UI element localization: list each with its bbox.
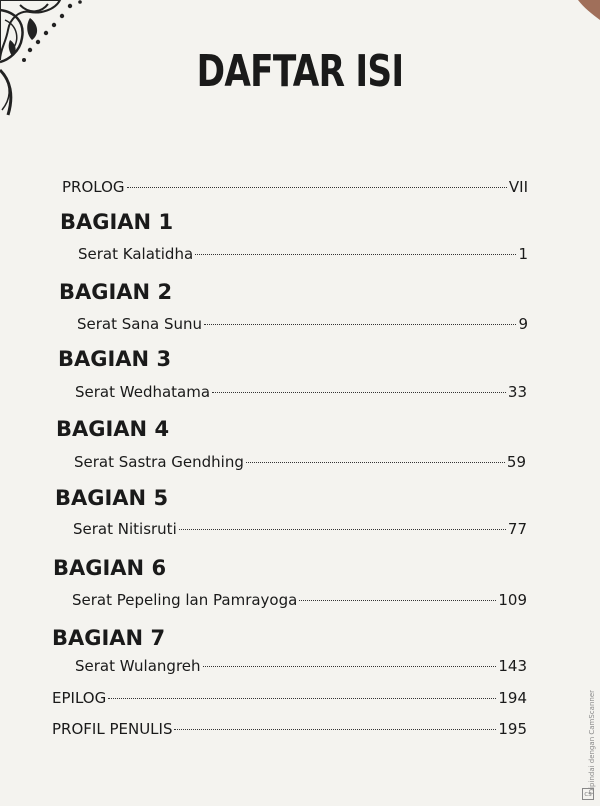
toc-entry-page: 9 <box>518 315 528 333</box>
toc-entry-page: 109 <box>498 591 527 609</box>
dot-leader <box>204 324 516 325</box>
toc-entry-7 <box>75 657 527 675</box>
part-heading-4: BAGIAN 4 <box>56 417 170 441</box>
page-title: DAFTAR ISI <box>196 46 404 97</box>
part-heading-7: BAGIAN 7 <box>52 626 166 650</box>
part-heading-2: BAGIAN 2 <box>59 280 173 304</box>
toc-entry-label: EPILOG <box>52 689 107 707</box>
toc-entry-label: Serat Nitisruti <box>73 520 177 538</box>
toc-entry-5 <box>73 520 527 538</box>
toc-entry-label: Serat Sana Sunu <box>77 315 202 333</box>
dot-leader <box>246 462 505 463</box>
dot-leader <box>179 529 506 530</box>
dot-leader <box>108 698 496 699</box>
toc-entry-page: 33 <box>507 383 527 401</box>
dot-leader <box>212 392 506 393</box>
dot-leader <box>299 600 496 601</box>
part-heading-6: BAGIAN 6 <box>53 556 167 580</box>
dot-leader <box>195 254 516 255</box>
toc-entry-page: 1 <box>518 245 528 263</box>
toc-entry-3 <box>75 383 527 401</box>
toc-entry-page: 59 <box>506 453 526 471</box>
part-heading-3: BAGIAN 3 <box>58 347 172 371</box>
toc-entry-1 <box>78 245 528 263</box>
camscanner-logo-icon: cs <box>582 788 594 800</box>
toc-entry-4 <box>74 453 526 471</box>
toc-entry-2 <box>77 315 528 333</box>
toc-entry-label: Serat Kalatidha <box>78 245 194 263</box>
part-heading-1: BAGIAN 1 <box>60 210 174 234</box>
toc-entry-page: 77 <box>507 520 527 538</box>
part-heading-5: BAGIAN 5 <box>55 486 169 510</box>
toc-entry-prolog <box>62 178 528 196</box>
scanner-watermark: Dipindai dengan CamScanner <box>588 690 596 795</box>
toc-entry-label: Serat Wulangreh <box>75 657 201 675</box>
toc-entry-profil-penulis <box>52 720 527 738</box>
dot-leader <box>127 187 507 188</box>
toc-entry-label: PROFIL PENULIS <box>52 720 173 738</box>
toc-entry-page: VII <box>508 178 528 196</box>
toc-entry-page: 194 <box>498 689 527 707</box>
toc-entry-label: PROLOG <box>62 178 125 196</box>
toc-entry-6 <box>72 591 527 609</box>
dot-leader <box>203 666 497 667</box>
toc-entry-page: 143 <box>498 657 527 675</box>
toc-entry-epilog <box>52 689 527 707</box>
page-corner-shadow <box>570 0 600 20</box>
toc-entry-label: Serat Wedhatama <box>75 383 211 401</box>
dot-leader <box>174 729 496 730</box>
toc-entry-page: 195 <box>498 720 527 738</box>
toc-entry-label: Serat Pepeling lan Pamrayoga <box>72 591 298 609</box>
toc-entry-label: Serat Sastra Gendhing <box>74 453 244 471</box>
